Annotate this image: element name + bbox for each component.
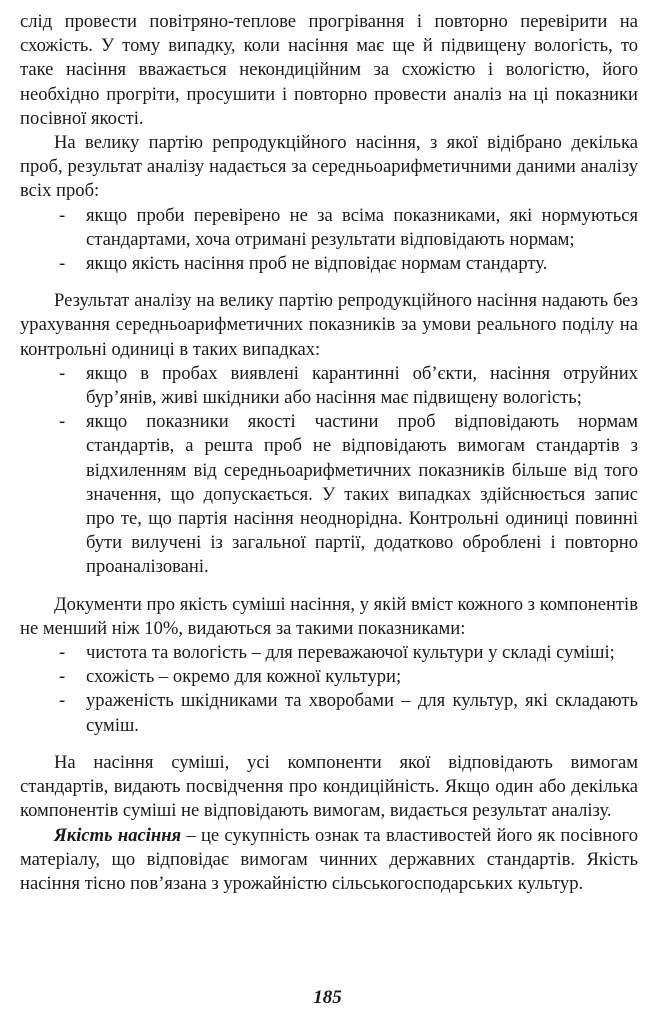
list-item: - ураженість шкідниками та хворобами – для культур, які складають суміш.	[86, 689, 638, 737]
paragraph-seed-quality-definition	[20, 824, 638, 897]
paragraph-large-batch-average: На велику партію репродукційного насіння, з якої відібрано декілька проб, результат аналізу надається за середньоарифметичними даними аналізу всіх проб:	[20, 132, 638, 202]
paragraph-seed-reheating: слід провести повітряно-теплове прогрівання і повторно перевірити на схожість. У тому випадку, коли насіння має ще й підвищену вологість, то таке насіння вважається некондиційним за схожістю і вологістю, його необхідно прогріти, просушити і повторно провести аналіз на ці показники посівної якості.	[20, 11, 638, 129]
list-no-average-cases	[20, 362, 638, 580]
list-mixture-indicators	[20, 641, 638, 738]
list-item: - якщо проби перевірено не за всіма показниками, які нормуються стандартами, хоча отримані результати відповідають нормам;	[86, 204, 638, 252]
list-item: - чистота та вологість – для переважаючої культури у складі суміші;	[86, 641, 638, 665]
paragraph-mixture-documents: Документи про якість суміші насіння, у якій вміст кожного з компонентів не менший ніж 10%, видаються за такими показниками:	[20, 593, 638, 639]
paragraph-mixture-certificate: На насіння суміші, усі компоненти якої відповідають вимогам стандартів, видають посвідчення про кондиційність. Якщо один або декілька компонентів суміші не відповідають вимогам, видається результат аналізу.	[20, 751, 638, 822]
term-seed-quality: Якість насіння	[54, 824, 182, 846]
list-item: - якщо в пробах виявлені карантинні об’єкти, насіння отруйних бур’янів, живі шкідники або насіння має підвищену вологість;	[86, 362, 638, 410]
paragraph-large-batch-no-average: Результат аналізу на велику партію репродукційного насіння надають без урахування середньоарифметичних показників за умови реального поділу на контрольні одиниці в таких випадках:	[20, 290, 638, 360]
list-item: - якщо якість насіння проб не відповідає нормам стандарту.	[86, 252, 638, 276]
list-item: - схожість – окремо для кожної культури;	[86, 665, 638, 689]
page-number: 185	[313, 987, 342, 1008]
list-average-cases	[20, 204, 638, 277]
list-item: - якщо показники якості частини проб відповідають нормам стандартів, а решта проб не відповідають вимогам стандартів з відхиленням від середньоарифметичних показників більше від того значення, що допускається. У таких випадках здійснюється запис про те, що партія насіння неоднорідна. Контрольні одиниці повинні бути вилучені із загальної партії, додатково оброблені і повторно проаналізовані.	[86, 410, 638, 579]
book-page-text	[20, 10, 638, 896]
definition-text: – це сукупність ознак та властивостей його як посівного матеріалу, що відповідає вимогам чинних державних стандартів. Якість насіння тісно пов’язана з урожайністю сільськогосподарських культур.	[20, 824, 638, 894]
